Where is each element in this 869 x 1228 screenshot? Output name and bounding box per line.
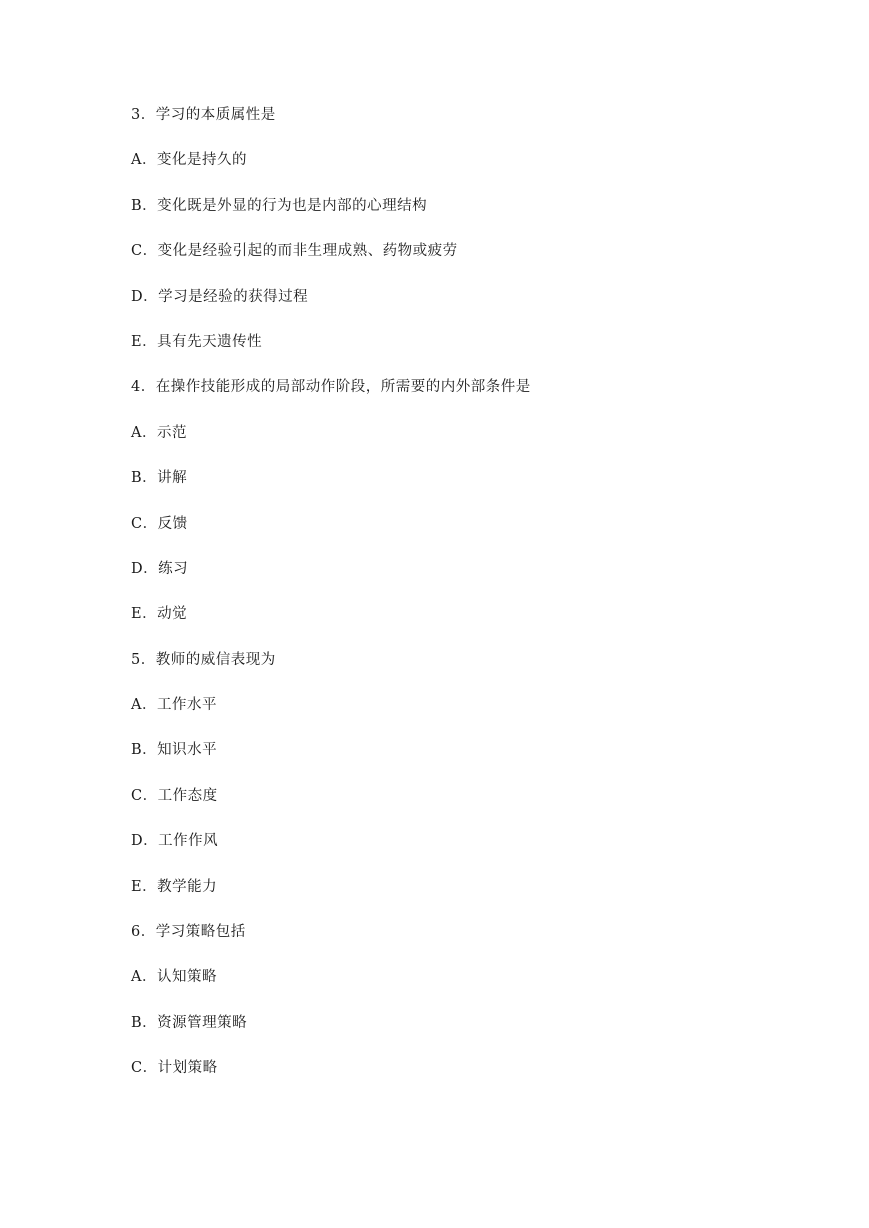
question-5-option-e: [131, 876, 811, 921]
option-letter: E．: [131, 333, 158, 350]
option-text: 动觉: [157, 606, 188, 623]
question-text: 在操作技能形成的局部动作阶段，所需要的内外部条件是: [155, 379, 531, 396]
option-text: 变化是持久的: [156, 152, 247, 169]
question-5-option-b: [131, 739, 811, 784]
option-text: 变化是经验引起的而非生理成熟、药物或疲劳: [157, 243, 458, 260]
option-text: 示范: [156, 424, 187, 441]
question-5-option-a: [131, 694, 811, 739]
option-letter: B．: [131, 742, 158, 759]
option-letter: B．: [131, 1014, 158, 1031]
question-5-stem: [131, 649, 811, 694]
option-text: 工作作风: [158, 833, 219, 850]
option-letter: E．: [131, 606, 158, 623]
question-5-option-d: [131, 830, 811, 875]
option-letter: A．: [131, 152, 157, 169]
question-4-option-e: [131, 603, 811, 648]
question-3-stem: [131, 104, 811, 149]
question-6-option-a: [131, 966, 811, 1011]
question-4-option-b: [131, 467, 811, 512]
question-4-option-a: [131, 422, 811, 467]
option-text: 具有先天遗传性: [157, 333, 263, 350]
option-text: 变化既是外显的行为也是内部的心理结构: [157, 197, 428, 214]
question-6-option-b: [131, 1012, 811, 1057]
option-text: 资源管理策略: [157, 1014, 248, 1031]
question-list: [131, 104, 811, 1103]
question-text: 学习的本质属性是: [155, 107, 276, 123]
option-letter: D．: [131, 560, 159, 577]
option-letter: A．: [131, 697, 157, 714]
option-letter: B．: [131, 470, 158, 487]
question-6-stem: [131, 921, 811, 966]
question-text: 教师的威信表现为: [155, 651, 276, 668]
option-text: 认知策略: [156, 969, 217, 986]
option-letter: C．: [131, 787, 158, 804]
question-4-stem: [131, 376, 811, 421]
question-3-option-e: [131, 331, 811, 376]
question-3-option-a: [131, 149, 811, 194]
question-number: 4．: [131, 379, 156, 396]
option-text: 工作态度: [157, 787, 218, 804]
option-letter: A．: [131, 969, 157, 986]
question-6-option-c: [131, 1057, 811, 1102]
question-3-option-c: [131, 240, 811, 285]
option-letter: C．: [131, 243, 158, 260]
question-text: 学习策略包括: [155, 924, 246, 941]
option-text: 计划策略: [157, 1060, 218, 1077]
question-number: 3．: [131, 107, 156, 123]
option-letter: C．: [131, 1060, 158, 1077]
question-4-option-c: [131, 513, 811, 558]
option-letter: C．: [131, 515, 158, 532]
question-number: 5．: [131, 651, 156, 668]
option-text: 学习是经验的获得过程: [158, 288, 309, 305]
option-letter: A．: [131, 424, 157, 441]
question-3-option-d: [131, 286, 811, 331]
question-number: 6．: [131, 924, 156, 941]
option-letter: D．: [131, 288, 159, 305]
option-text: 反馈: [157, 515, 188, 532]
option-text: 练习: [158, 560, 189, 577]
question-4-option-d: [131, 558, 811, 603]
option-text: 教学能力: [157, 878, 218, 895]
option-text: 知识水平: [157, 742, 218, 759]
option-letter: B．: [131, 197, 158, 214]
option-letter: D．: [131, 833, 159, 850]
option-letter: E．: [131, 878, 158, 895]
option-text: 工作水平: [156, 697, 217, 714]
option-text: 讲解: [157, 470, 188, 487]
question-5-option-c: [131, 785, 811, 830]
question-3-option-b: [131, 195, 811, 240]
